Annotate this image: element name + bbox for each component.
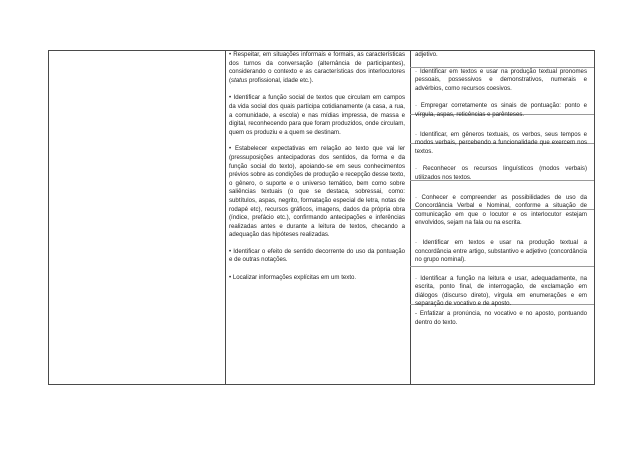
table-left-border [48,50,49,385]
right-item-punctuation: · Empregar corretamente os sinais de pontuação: ponto e vírgula, aspas, reticências e parênteses. [415,102,587,118]
skill-reading-expectations: • Estabelecer expectativas em relação ao texto que vai ler (pressuposições antecipadoras dos sentidos, da forma e da função social do texto), apoiando-se em seus conhecimentos prévios sobre as condições de produção e recepção desse texto, o gênero, o suporte e o universo temático, bem como sobre saliências textuais (o que se destaca, sobressai, como: subtítulos, aspas, negrito, formatação especial de letra, notas de rodapé etc), recursos gráficos, imagens, dados da própria obra (índice, prefácio etc.), confirmando antecipações e inferências realizadas antes e durante a leitura de textos, checando a adequação das hipóteses realizadas. [229,145,405,239]
right-item-agreement: · Conhecer e compreender as possibilidades de uso da Concordância Verbal e Nominal, conforme a situação de comunicação em que o locutor e os interlocutor estejam envolvidos, sejam na fala ou na escrita. [415,193,587,227]
right-column [415,51,587,327]
middle-column [229,51,405,283]
right-item-nominal-agreement: · Identificar em textos e usar na produção textual a concordância entre artigo, substantivo e adjetivo (concordância no grupo nominal). [415,238,587,264]
skill-turn-taking-text: • Respeitar, em situações informais e formais, as características dos turnos da conversação (alternância de participantes), considerando o contexto e as características dos interlocutores ( [229,51,405,84]
right-item-verbs: · Identificar, em gêneros textuais, os verbos, seus tempos e modos verbais, percebendo a funcionalidade que exercem nos textos. [415,130,587,155]
column-divider-2 [410,50,411,385]
skill-punctuation-effect: • Identificar o efeito de sentido decorrente do uso da pontuação e de outras notações. [229,247,405,264]
right-item-adjective: adjetivo. [415,51,438,58]
table-bottom-border [48,384,595,385]
right-item-reading-punctuation: · Identificar a função na leitura e usar, adequadamente, na escrita, ponto final, de interrogação, de exclamação em diálogos (discurso direto), vírgula em enumerações e em separação de vocativo e de aposto. [415,274,587,308]
right-item-pronouns: · Identificar em textos e usar na produção textual pronomes pessoais, possessivos e demonstrativos, numerais e advérbios, como recursos coesivos. [415,67,587,92]
skill-social-function: • Identificar a função social de textos que circulam em campos da vida social dos quais participa cotidianamente (a casa, a rua, a comunidade, a escola) e nas mídias impressa, de massa e digital, reconhecendo para que foram produzidos, onde circulam, quem os produziu e a quem se destinam. [229,94,405,136]
skill-locate-information: • Localizar informações explícitas em um texto. [229,274,357,282]
right-item-vocative-emphasis: - Enfatizar a pronúncia, no vocativo e no aposto, pontuando dentro do texto. [415,310,587,326]
skill-turn-taking [229,51,405,85]
column-divider-1 [225,50,226,385]
skill-turn-taking-italic: status [231,76,248,84]
table-right-border [594,50,595,385]
right-item-linguistic-resources: · Reconhecer os recursos linguísticos (modos verbais) utilizados nos textos. [415,165,587,181]
skill-turn-taking-tail: profissional, idade etc.). [247,76,314,84]
